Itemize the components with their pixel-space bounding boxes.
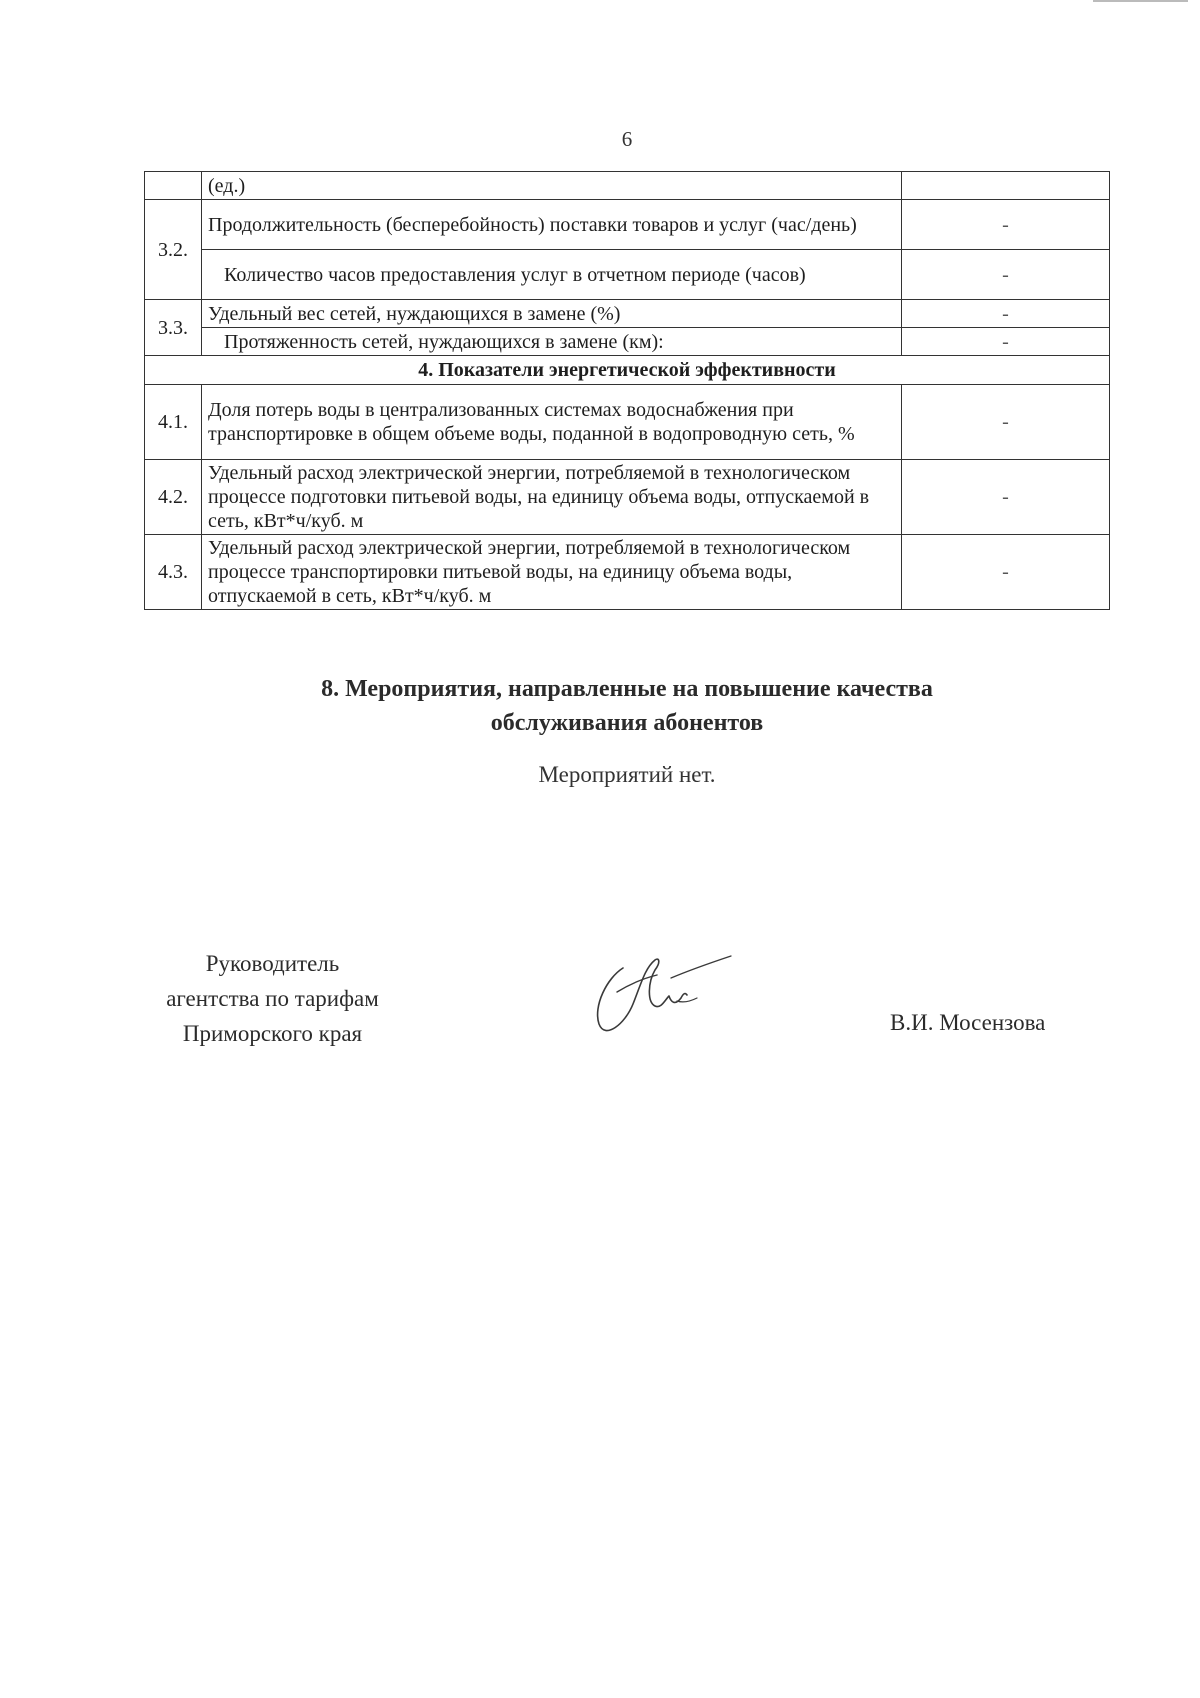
section-8-title-line-2: обслуживания абонентов (490, 710, 764, 736)
scan-corner-mark (1093, 0, 1188, 2)
table-row (145, 385, 1110, 460)
value-cell: - (902, 460, 1110, 535)
table-row (145, 200, 1110, 250)
row-number-cell: 4.1. (145, 385, 202, 460)
value-cell: - (902, 535, 1110, 610)
row-number-cell (145, 172, 202, 200)
row-number-cell: 4.2. (145, 460, 202, 535)
section-header-row (145, 356, 1110, 385)
table-row (145, 460, 1110, 535)
indicator-cell: Протяженность сетей, нуждающихся в замене (км): (202, 328, 902, 356)
page-number: 6 (621, 127, 633, 151)
table-row (145, 535, 1110, 610)
value-cell: - (902, 328, 1110, 356)
value-cell (902, 172, 1110, 200)
handwritten-signature (585, 948, 735, 1038)
table-row (145, 250, 1110, 300)
value-cell: - (902, 385, 1110, 460)
indicator-cell: (ед.) (202, 172, 902, 200)
table-row (145, 300, 1110, 328)
row-number-cell: 3.3. (145, 300, 202, 356)
section-8-title (0, 672, 1200, 740)
position-line-1: Руководитель (205, 951, 340, 976)
indicators-table (144, 171, 1110, 610)
row-number-cell: 4.3. (145, 535, 202, 610)
row-number-cell: 3.2. (145, 200, 202, 300)
indicator-cell: Количество часов предоставления услуг в отчетном периоде (часов) (202, 250, 902, 300)
indicator-cell: Удельный вес сетей, нуждающихся в замене (%) (202, 300, 902, 328)
value-cell: - (902, 250, 1110, 300)
section-8-title-line-1: 8. Мероприятия, направленные на повышение качества (321, 676, 933, 702)
value-cell: - (902, 200, 1110, 250)
value-cell: - (902, 300, 1110, 328)
table-row (145, 172, 1110, 200)
table-row (145, 328, 1110, 356)
no-events-text: Мероприятий нет. (538, 762, 716, 787)
position-line-2: агентства по тарифам (166, 986, 379, 1011)
position-line-3: Приморского края (182, 1021, 363, 1046)
indicator-cell: Доля потерь воды в централизованных системах водоснабжения при транспортировке в общем объеме воды, поданной в водопроводную сеть, % (202, 385, 902, 460)
signatory-position (130, 946, 415, 1051)
signer-name: В.И. Мосензова (890, 1010, 1046, 1035)
indicator-cell: Удельный расход электрической энергии, потребляемой в технологическом процессе подготовки питьевой воды, на единицу объема воды, отпускаемой в сеть, кВт*ч/куб. м (202, 460, 902, 535)
section-header-cell: 4. Показатели энергетической эффективности (145, 356, 1110, 385)
indicator-cell: Продолжительность (бесперебойность) поставки товаров и услуг (час/день) (202, 200, 902, 250)
indicator-cell: Удельный расход электрической энергии, потребляемой в технологическом процессе транспортировки питьевой воды, на единицу объема воды, отпускаемой в сеть, кВт*ч/куб. м (202, 535, 902, 610)
